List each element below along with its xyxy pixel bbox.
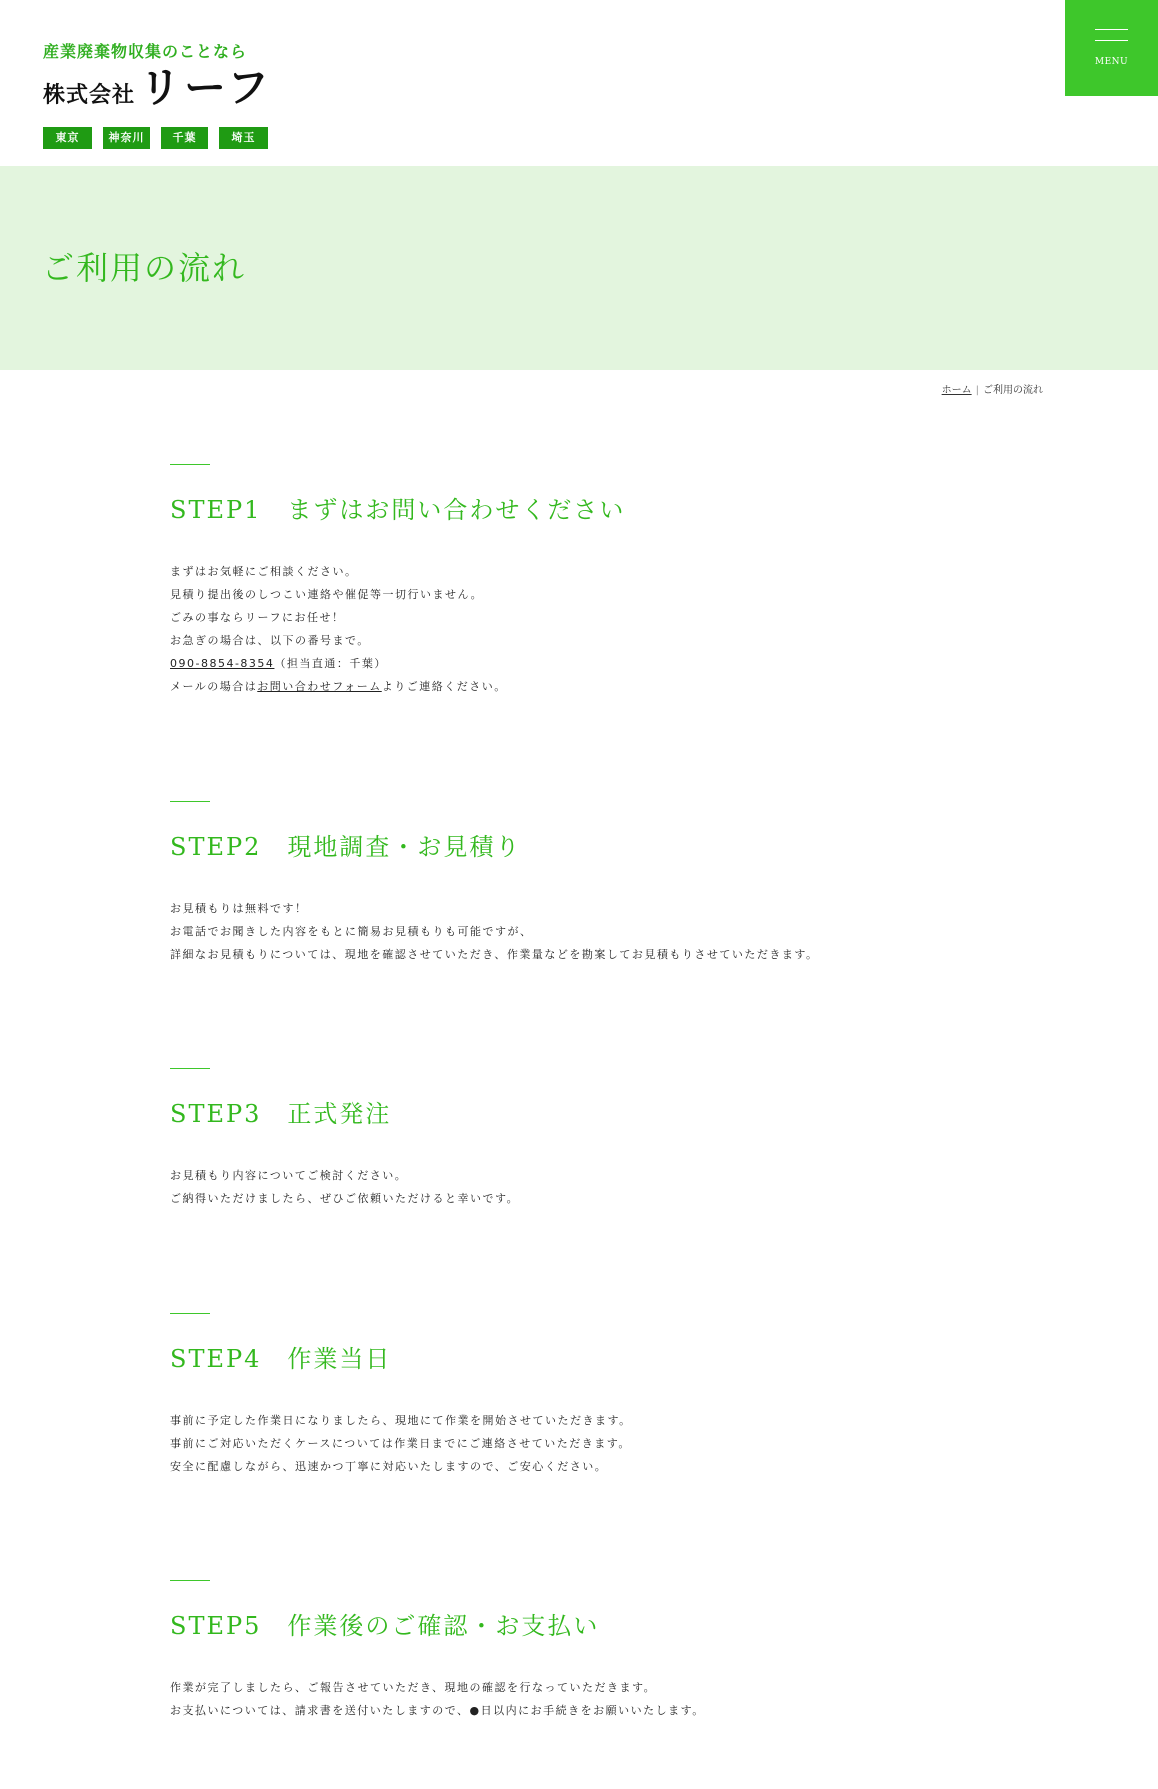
- contact-form-link[interactable]: お問い合わせフォーム: [257, 680, 382, 693]
- step-text-line: 詳細なお見積もりについては、現地を確認させていただき、作業量などを勘案してお見積もりさせていただきます。: [170, 948, 819, 961]
- site-logo[interactable]: [43, 42, 272, 149]
- service-areas: [43, 127, 272, 149]
- step-text-line: お支払いについては、請求書を送付いたしますので、●日以内にお手続きをお願いいたします。: [170, 1704, 705, 1717]
- logo-company: [43, 63, 272, 119]
- step-2: [170, 801, 1070, 966]
- phone-link[interactable]: 090-8854-8354: [170, 657, 275, 670]
- phone-line: [170, 652, 1070, 675]
- step-body: [170, 897, 1070, 966]
- step-5: [170, 1580, 1070, 1722]
- step-divider: [170, 1068, 210, 1069]
- logo-tagline: 産業廃棄物収集のことなら: [43, 42, 248, 61]
- step-body: [170, 1409, 1070, 1478]
- step-text-line: 事前に予定した作業日になりましたら、現地にて作業を開始させていただきます。: [170, 1414, 632, 1427]
- area-tag-chiba: 千葉: [161, 127, 208, 149]
- step-4: [170, 1313, 1070, 1478]
- step-title: STEP4 作業当日: [170, 1345, 392, 1373]
- area-tag-tokyo: 東京: [43, 127, 92, 149]
- step-text-line: お見積もり内容についてご検討ください。: [170, 1169, 408, 1182]
- step-3: [170, 1068, 1070, 1210]
- step-text-line: ごみの事ならリーフにお任せ！: [170, 611, 345, 624]
- hamburger-icon-line: [1095, 40, 1128, 41]
- step-text-line: お見積もりは無料です！: [170, 902, 308, 915]
- step-text-line: まずはお気軽にご相談ください。: [170, 565, 358, 578]
- page-hero: [0, 166, 1158, 370]
- logo-company-name: リーフ: [139, 63, 272, 112]
- step-divider: [170, 801, 210, 802]
- step-body: [170, 560, 1070, 698]
- step-title: STEP3 正式発注: [170, 1100, 392, 1128]
- step-title: STEP1 まずはお問い合わせください: [170, 496, 626, 524]
- hamburger-icon: [1095, 29, 1128, 30]
- step-divider: [170, 1580, 210, 1581]
- step-body: [170, 1676, 1070, 1722]
- step-1: [170, 464, 1070, 698]
- breadcrumb: [942, 381, 1043, 396]
- step-divider: [170, 464, 210, 465]
- area-tag-kanagawa: 神奈川: [103, 127, 150, 149]
- menu-label: MENU: [1094, 57, 1129, 67]
- breadcrumb-separator: |: [975, 385, 979, 396]
- menu-button[interactable]: [1065, 0, 1158, 96]
- step-text-line: 作業が完了しましたら、ご報告させていただき、現地の確認を行なっていただきます。: [170, 1681, 657, 1694]
- mail-prefix: メールの場合は: [170, 680, 258, 693]
- step-text-line: ご納得いただけましたら、ぜひご依頼いただけると幸いです。: [170, 1192, 520, 1205]
- logo-company-prefix: 株式会社: [43, 83, 136, 108]
- step-divider: [170, 1313, 210, 1314]
- step-title: STEP2 現地調査・お見積り: [170, 833, 522, 861]
- step-text-line: 見積り提出後のしつこい連絡や催促等一切行いません。: [170, 588, 484, 601]
- step-text-line: お電話でお聞きした内容をもとに簡易お見積もりも可能ですが、: [170, 925, 533, 938]
- site-header: [0, 0, 1158, 166]
- step-text-line: 安全に配慮しながら、迅速かつ丁寧に対応いたしますので、ご安心ください。: [170, 1460, 608, 1473]
- step-text-line: お急ぎの場合は、以下の番号まで。: [170, 634, 370, 647]
- phone-note: （担当直通：千葉）: [274, 657, 387, 670]
- breadcrumb-home-link[interactable]: ホーム: [941, 385, 972, 396]
- breadcrumb-current: ご利用の流れ: [983, 385, 1043, 396]
- step-text-line: 事前にご対応いただくケースについては作業日までにご連絡させていただきます。: [170, 1437, 631, 1450]
- area-tag-saitama: 埼玉: [219, 127, 268, 149]
- page-title: ご利用の流れ: [42, 249, 247, 287]
- mail-line: [170, 675, 1070, 698]
- step-title: STEP5 作業後のご確認・お支払い: [170, 1612, 600, 1640]
- step-body: [170, 1164, 1070, 1210]
- mail-suffix: よりご連絡ください。: [381, 680, 507, 693]
